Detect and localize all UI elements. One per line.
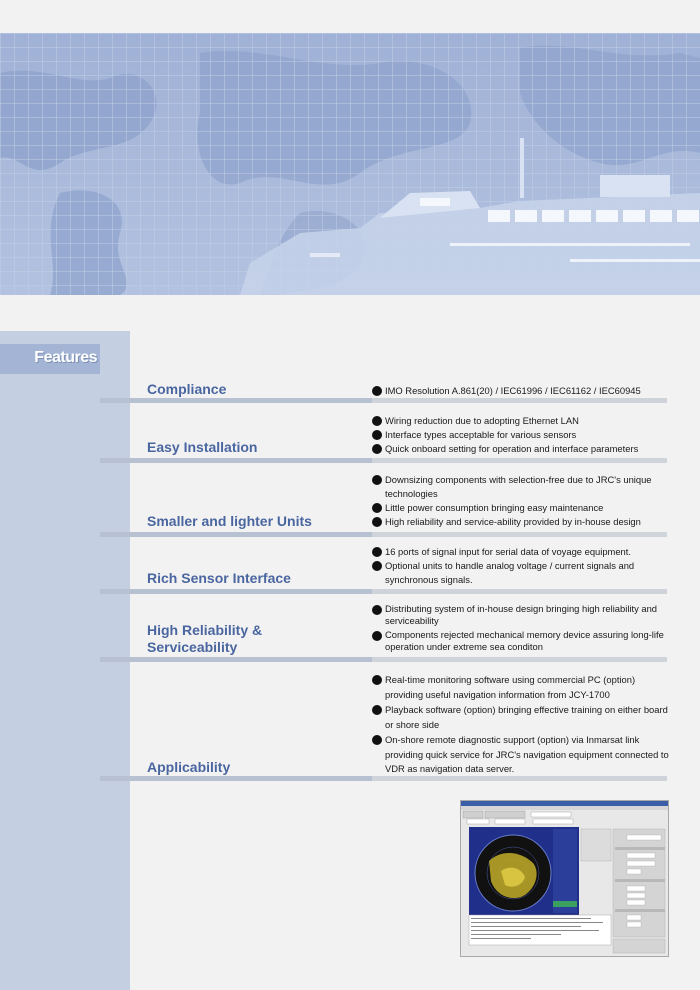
section-title: Easy Installation: [147, 439, 258, 455]
software-screenshot: [460, 800, 669, 957]
bullet-item: Optional units to handle analog voltage / current signals and synchronous signals.: [372, 559, 672, 587]
bullet-icon: [372, 430, 382, 440]
bullet-item: Interface types acceptable for various sensors: [372, 428, 672, 442]
bullet-icon: [372, 444, 382, 454]
section-title: Rich Sensor Interface: [147, 570, 291, 586]
section-divider: [100, 458, 667, 463]
bullet-item: 16 ports of signal input for serial data of voyage equipment.: [372, 545, 672, 559]
bullet-icon: [372, 705, 382, 715]
world-map-ship-graphic: [0, 33, 700, 295]
bullet-list: [372, 473, 672, 529]
bullet-list: [372, 673, 672, 777]
section-title: Smaller and lighter Units: [147, 513, 312, 529]
features-tab: [0, 344, 100, 374]
section-title: Applicability: [147, 759, 231, 775]
section-divider: [100, 657, 667, 662]
bullet-list: [372, 414, 672, 456]
bullet-item: Real-time monitoring software using commercial PC (option) providing useful navigation information from JCY-1700: [372, 673, 672, 702]
header-banner: [0, 33, 700, 295]
section-title: High Reliability & Serviceability: [147, 622, 263, 655]
bullet-item: Distributing system of in-house design bringing high reliability and serviceability: [372, 603, 672, 627]
bullet-icon: [372, 561, 382, 571]
bullet-icon: [372, 675, 382, 685]
section-divider: [100, 398, 667, 403]
bullet-item: IMO Resolution A.861(20) / IEC61996 / IEC61162 / IEC60945: [372, 384, 672, 398]
bullet-item: Components rejected mechanical memory device assuring long-life operation under extreme sea conditon: [372, 629, 672, 653]
radar-software-window-image: [461, 801, 668, 956]
bullet-icon: [372, 416, 382, 426]
bullet-item: Playback software (option) bringing effective training on either board or shore side: [372, 703, 672, 732]
bullet-icon: [372, 475, 382, 485]
bullet-item: Little power consumption bringing easy maintenance: [372, 501, 672, 515]
bullet-list: [372, 545, 672, 587]
bullet-item: On-shore remote diagnostic support (option) via Inmarsat link providing quick service for JRC's navigation equipment connected to VDR as navigation data server.: [372, 733, 672, 777]
bullet-icon: [372, 386, 382, 396]
section-divider: [100, 776, 667, 781]
features-label: Features: [34, 349, 97, 366]
bullet-icon: [372, 605, 382, 615]
bullet-icon: [372, 503, 382, 513]
bullet-list: [372, 603, 672, 653]
bullet-item: Downsizing components with selection-free due to JRC's unique technologies: [372, 473, 672, 501]
bullet-icon: [372, 517, 382, 527]
section-title: Compliance: [147, 381, 227, 397]
bullet-icon: [372, 547, 382, 557]
section-divider: [100, 532, 667, 537]
bullet-item: Wiring reduction due to adopting Ethernet LAN: [372, 414, 672, 428]
bullet-item: Quick onboard setting for operation and interface parameters: [372, 442, 672, 456]
bullet-list: [372, 384, 672, 398]
section-divider: [100, 589, 667, 594]
bullet-icon: [372, 631, 382, 641]
bullet-icon: [372, 735, 382, 745]
bullet-item: High reliability and service-ability provided by in-house design: [372, 515, 672, 529]
